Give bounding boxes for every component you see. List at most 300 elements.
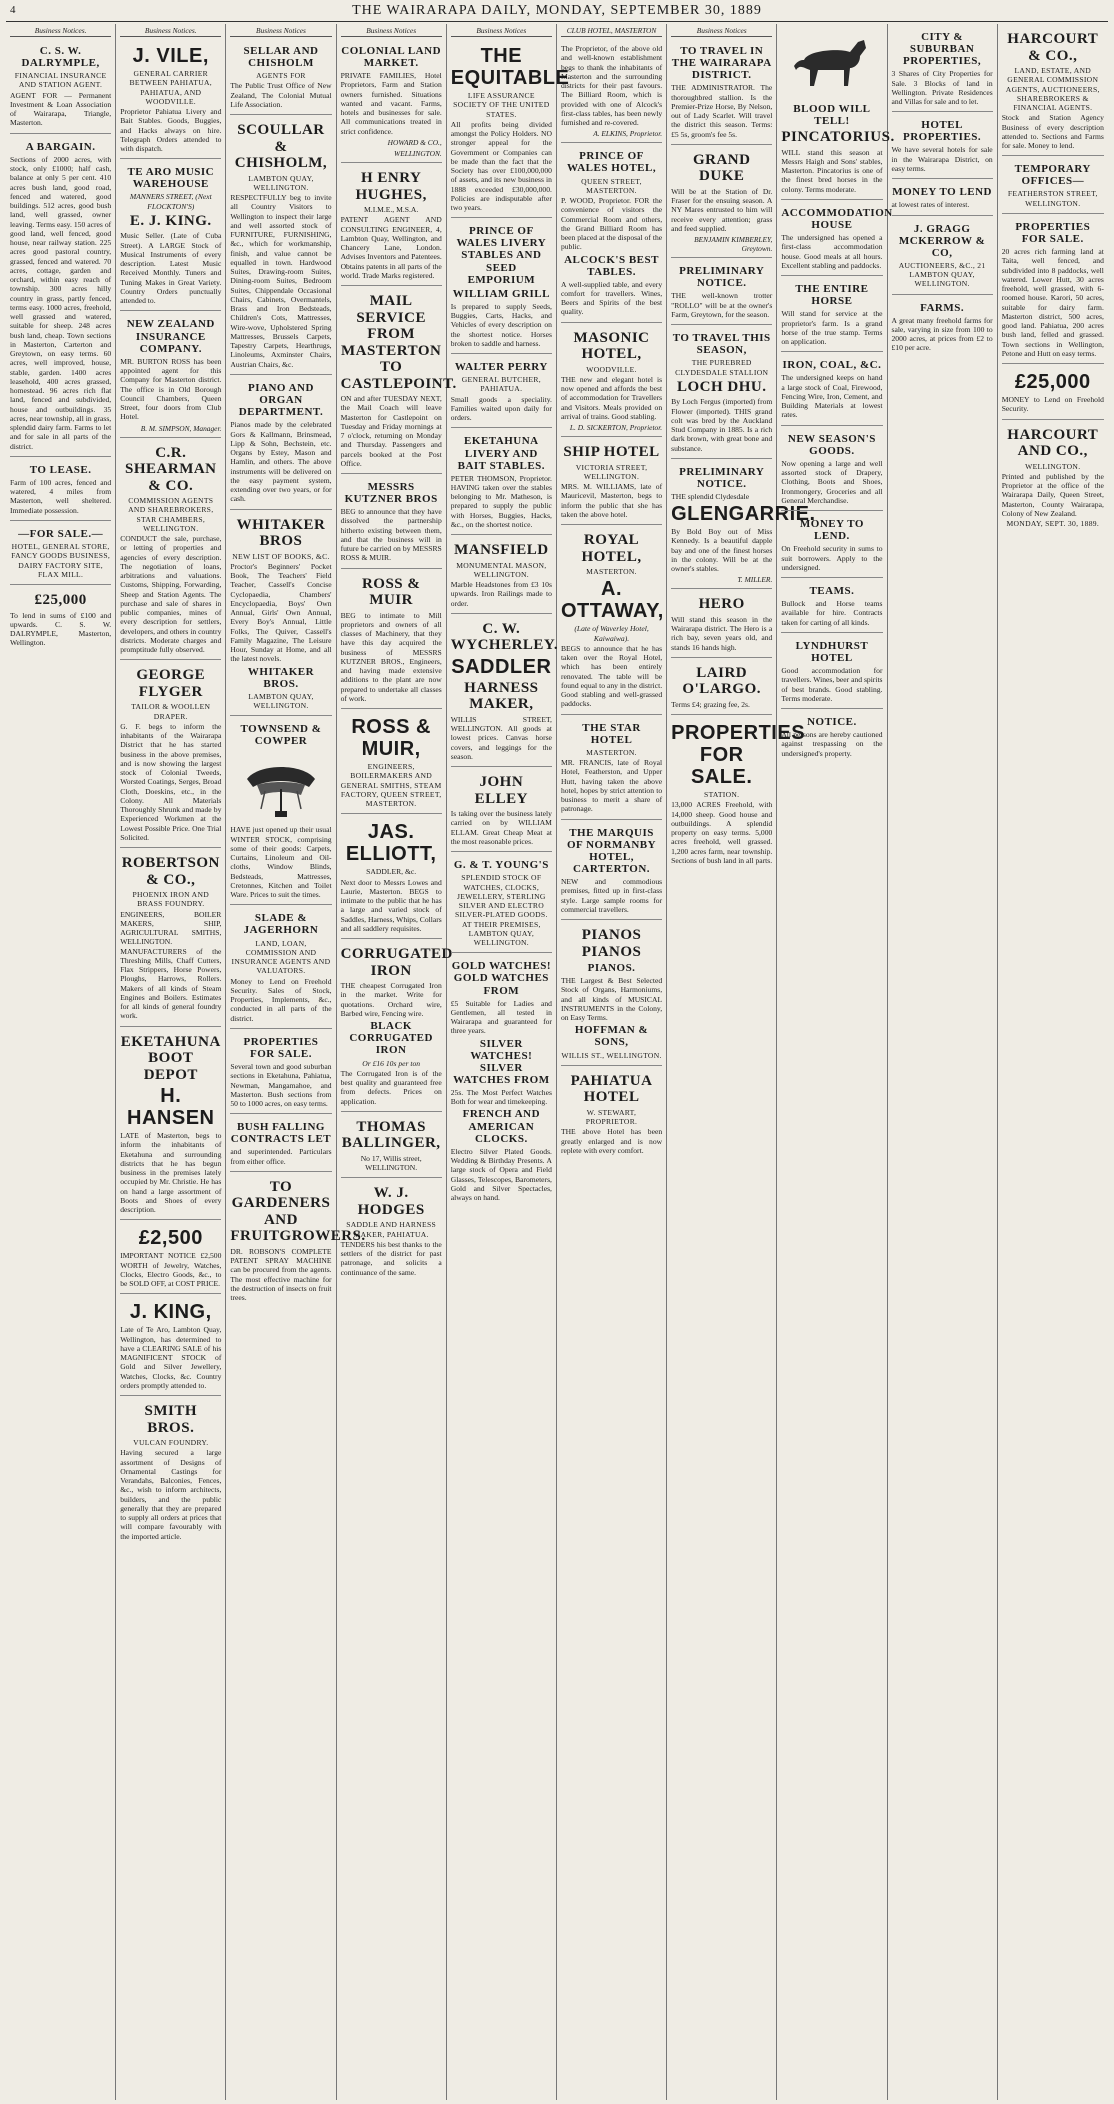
ad-signature: HOWARD & CO., [387,137,442,147]
ad-heading: SELLAR AND CHISHOLM [243,45,319,70]
ad-heading: NOTICE. [807,716,857,729]
ad-body: To lend in sums of £100 and upwards. C. S. W. DALRYMPLE, Masterton, Wellington. [10,610,112,648]
advertisement [120,1222,221,1294]
ad-body: BEGS to announce that he has taken over the Royal Hotel, which has been entirely renovated. The table will be found equal to any in the district. Good stabling and well-grassed paddocks. [560,643,663,709]
ad-heading: H ENRY HUGHES, [355,170,427,203]
ad-heading: J. VILE, [132,45,209,68]
ad-body: MONEY to Lend on Freehold Security. [1001,395,1104,414]
ad-body: All persons are hereby cautioned against trespassing on the undersigned's property. [781,730,883,758]
ad-heading: THE ENTIRE HORSE [795,283,869,308]
advertisement [781,428,882,511]
ad-body: PRIVATE FAMILIES, Hotel Proprietors, Farm and Station owners furnished. Situations wanted and vacant. Farms, hotels and businesses for sale. All communications treated in strict confidence. [340,71,442,136]
advertisement [230,907,331,1028]
advertisement [120,1398,221,1546]
advertisement [451,955,552,1207]
ad-body: CONDUCT the sale, purchase, or letting of properties and agencies of every description. The negotiation of loans, arbitrations and valuations. Customs, Shipping, Forwarding, Sheep and Station Agents. The purchase and sale of shares in public companies, mines of every description for settlers, developers, and others in country districts. Moderate charges and promptitude fully observed. [120,534,222,655]
ad-body: THE ADMINISTRATOR. The thoroughbred stallion. Is the Premier-Prize Horse, By Nelson, out of Lady Scarlet. Will travel the district this season. Terms: £5 5s, groom's fee 5s. [671,83,773,139]
ad-body: THE above Hotel has been greatly enlarged and is now replete with every comfort. [560,1127,663,1155]
advertisement [781,98,895,200]
advertisement [671,40,772,145]
ad-subheading: LAMBTON QUAY, WELLINGTON. [248,173,314,192]
ad-heading: LOCH DHU. [676,378,767,395]
ad-body: LATE of Masterton, begs to inform the inhabitants of Eketahuna and surrounding districts that he has begun business in the premises lately occupied by Mr. Christie. He has on hand a large assortment of Boots and Shoes of every description. [120,1131,222,1215]
ad-subheading: LAND, ESTATE, AND GENERAL COMMISSION AGENTS, AUCTIONEERS, SHAREBROKERS & FINANCIAL AGENTS. [1005,66,1100,112]
ad-subheading: SPLENDID STOCK OF WATCHES, CLOCKS, JEWELLERY, STERLING SILVER AND ELECTRO SILVER-PLATED GOODS. AT THEIR PREMISES, LAMBTON QUAY, WELLINGTON. [455,873,548,948]
advertisement [892,114,993,179]
ad-subheading: LAND, LOAN, COMMISSION AND INSURANCE AGENTS AND VALUATORS. [231,938,331,976]
ad-heading: WALTER PERRY [454,361,548,374]
ad-body: Is taking over the business lately carried on by WILLIAM ELLAM. Great Cheap Meat at the most reasonable prices. [450,809,552,846]
ad-heading: THE EQUITABLE [450,45,570,90]
ad-body: Money to Lend on Freehold Security. Sales of Stock, Properties, Implements, &c., conducted in all parts of the district. [230,976,332,1023]
ad-body: 25s. The Most Perfect Watches Both for wear and timekeeping. [450,1087,552,1107]
ad-heading: C. S. W. DALRYMPLE, [21,45,100,70]
ad-body: RESPECTFULLY beg to invite all Country Visitors to Wellington to inspect their large and well assorted stock of FURNITURE, FURNISHING, &c., which for workmanship, finish, and value cannot be equalled in town. Hardwood Suites, Drawing-room Suites, Dining-room Suites, Bedroom Suites, Chippendale Occasional Chairs, Cabinets, Overmantels, Brass and Iron Bedsteads, Children's Cots, Mattresses, Wire-wove, Upholstered Spring Mattresses, Brussels Carpets, Tapestry Carpets, Hearthrugs, Linoleums, Axminster Chairs, Austrian Chairs, &c. [230,193,332,369]
advertisement [1002,422,1104,534]
ad-subheading: FEATHERSTON STREET, WELLINGTON. [1007,189,1098,208]
section-heading: Business Notices [341,26,442,37]
ad-heading: MONEY TO LEND [892,186,992,199]
ad-body: Will be at the Station of Dr. Fraser for the ensuing season. A NY Mares entrusted to him will receive every attention; grass and feed supplied. [671,186,773,233]
ad-signature: A. ELKINS, Proprietor. [593,129,663,139]
ad-body: THE well-known trotter "ROLLO" will be at the owner's Farm, Greytown, for the season. [671,291,773,319]
ad-heading: GOLD WATCHES! GOLD WATCHES FROM [451,960,551,997]
column-grid [6,24,1108,2100]
ad-subheading: WILLIS ST., WELLINGTON. [561,1050,662,1060]
advertisement [451,537,552,614]
ad-heading: PRINCE OF WALES HOTEL, [566,150,657,175]
ad-signature: B. M. SIMPSON, Manager. [140,423,222,433]
ad-heading: FRENCH AND AMERICAN CLOCKS. [462,1108,541,1145]
advertisement [230,1174,366,1308]
ad-heading: ROBERTSON & CO., [121,855,220,888]
advertisement [120,662,221,848]
advertisement [10,523,111,585]
ad-heading: WILLIAM GRILL [452,287,550,300]
ad-body: 13,000 ACRES Freehold, with 14,000 sheep. Good house and outbuildings. A splendid property on easy terms. 5,000 acres freehold, well grassed. 1,200 acres farm, near township. Sections of bush land in all parts. [671,800,773,865]
advertisement [781,635,882,709]
ad-heading: SHIP HOTEL [563,444,660,461]
ad-heading: WHITAKER BROS. [247,665,315,690]
ad-body: Will stand for service at the proprietor's farm. Is a grand horse of the true stamp. Terms on application. [781,309,883,347]
ad-subheading: WOODVILLE. [586,364,637,374]
ad-body: PETER THOMSON, Proprietor. HAVING taken over the stables belonging to Mr. Matheson, is prepared to supply the public with Horses, Buggies, Hacks, &c., on the shortest notice. [450,473,552,529]
advertisement [120,313,221,437]
ad-heading: TO TRAVEL THIS SEASON, [672,332,771,357]
ad-subheading: NEW LIST OF BOOKS, &C. [232,551,330,561]
ad-heading: PINCATORIUS. [781,129,895,146]
advertisement [671,591,772,658]
ad-subheading: SADDLER, &c. [366,867,417,877]
ad-heading: IRON, COAL, &C. [782,359,882,372]
saddle-icon [239,751,323,821]
ad-body: Having secured a large assortment of Designs of Ornamental Castings for Verandahs, Balconies, Fences, &c., wish to inform architects, builders, and the public generally that they are prepared to supply all orders at prices that will compare favourably with the imported article. [120,1448,222,1541]
ad-heading: THOMAS BALLINGER, [341,1118,441,1152]
ad-signature: L. D. SICKERTON, Proprietor. [569,423,663,433]
imprint-date: MONDAY, SEPT. 30, 1889. [1006,519,1100,529]
ad-heading: MONEY TO LEND. [799,518,864,543]
ad-subheading: VICTORIA STREET, WELLINGTON. [575,462,648,481]
advertisement [561,922,662,1066]
ad-body: Several town and good suburban sections in Eketahuna, Pahiatua, Newman, Mangamahoe, and Masterton. Bush sections from 50 to 1000 acres, on easy terms. [230,1062,332,1108]
ad-heading: A. OTTAWAY, [560,578,664,623]
ad-heading: H. HANSEN [127,1085,215,1130]
advertisement [561,439,662,525]
ad-body: 3 Shares of City Properties for Sale. 3 Blocks of land in Wellington. Private Residences and Villas for sale and to let. [891,69,993,107]
advertisement [450,40,570,218]
ad-body: £5 Suitable for Ladies and Gentlemen, all tested in Wairarapa and guaranteed for three years. [450,998,552,1036]
advertisement [230,512,331,717]
advertisement [561,1068,662,1160]
column-6 [557,24,667,2100]
ad-heading: PAHIATUA HOTEL [570,1072,653,1106]
ad-body: Stock and Station Agency Business of every description attended to. Sections and Farms for sale. Money to lend. [1001,113,1104,150]
ad-body: WILL stand this season at Messrs Haigh and Sons' stables, Masterton. Pincatorius is one of the finest bred horses in the colony. Terms moderate. [781,147,883,194]
ad-subheading: STATION. [704,790,740,800]
ad-heading: PROPERTIES FOR SALE. [1015,220,1091,246]
advertisement [10,136,111,457]
ad-body: 20 acres rich farming land at Taita, well fenced, and subdivided into 8 paddocks, well watered. Lower Hutt, 30 acres freehold, well grassed, with 6-roomed house. Karori, 50 acres, suitable for dairy farm. Masterton district, 500 acres, good land. Pahiatua, 200 acres bush land, felled and grassed. Town sections in Wellington, Petone and Hutt on easy terms. [1001,247,1104,358]
ad-heading: ROSS & MUIR [361,575,421,609]
ad-body: WILLIS STREET, WELLINGTON. All goods at lowest prices. Canvas horse covers, and leggings for the season. [450,714,552,761]
ad-body: Is prepared to supply Seeds, Buggies, Carts, Hacks, and Vehicles of every description on the shortest notice. Horses broken to saddle and harness. [450,301,552,348]
advertisement [120,850,221,1027]
column-9 [888,24,998,2100]
advertisement [781,580,882,633]
ad-heading: SLADE & JAGERHORN [243,912,319,937]
ad-heading: PRELIMINARY NOTICE. [679,465,765,490]
ad-subheading: THE PUREBRED CLYDESDALE STALLION [675,358,769,377]
advertisement [671,327,772,459]
ad-heading: HARCOURT & CO., [1007,31,1099,64]
advertisement [230,1031,331,1114]
advertisement [120,1296,221,1396]
ad-heading: E. J. KING. [129,212,212,229]
ad-subheading: FINANCIAL INSURANCE AND STATION AGENT. [14,71,107,90]
ad-body: Proprietor Pahiatua Livery and Bait Stables. Goods, Buggies, and Hacks always on hire. Telegraph Orders attended to with dispatch. [120,107,222,154]
ad-body: All profits being divided amongst the Policy Holders. NO stronger appeal for the Government or Companies can be made than the fact that the Society has over £100,000,000 of assets, and its new business in 1888 exceeded £30,000,000. Policies are indisputable after two years. [450,119,552,213]
ad-subheading: AGENTS FOR [256,71,306,81]
ad-body: Next door to Messrs Lowes and Laurie, Masterton. BEGS to intimate to the public that he has a large and varied stock of Saddles, Harness, Whips, Collars and all saddlery requisites. [340,877,442,933]
ad-subheading: GENERAL BUTCHER, PAHIATUA. [461,375,541,394]
ad-heading: JAS. ELLIOTT, [345,821,437,866]
ad-subheading: MANNERS STREET, (Next FLOCKTON'S) [129,192,212,211]
ad-heading: LAIRD O'LARGO. [682,664,762,698]
advertisement [451,430,552,535]
advertisement [10,40,111,134]
ad-subheading: (Late of Waverley Hotel, Kaiwaiwa). [574,624,649,643]
advertisement [10,459,111,521]
ad-heading: PRELIMINARY NOTICE. [679,265,765,290]
ad-body: Pianos made by the celebrated Gors & Kallmann, Brinsmead, Lipp & Sohn, Bechstein, etc. Organs by Estey, Mason and Hamlin, and others. The above instruments will be delivered on the easy payment system, extending over two years, or for cash. [230,420,332,504]
section-heading: Business Notices [451,26,552,37]
ad-heading: GLENGARRIE. [671,503,816,526]
ad-heading: C. W. WYCHERLEY. [450,620,559,654]
ad-heading: PIANOS PIANOS [581,927,642,960]
ad-body: MRS. M. WILLIAMS, late of Mauricevil, Masterton, begs to inform the public that she has taken the above hotel. [560,482,663,519]
advertisement [230,377,331,510]
ad-heading: GRAND DUKE [692,151,751,185]
ad-heading: ROYAL HOTEL, [581,532,642,565]
ad-body: The undersigned has opened a first-class accommodation house. Good meals at all hours. Excellent stabling and paddocks. [781,233,883,270]
ad-subheading: No 17, Willis street, WELLINGTON. [360,1153,422,1172]
ad-body: ENGINEERS, BOILER MAKERS, SHIP, AGRICULTURAL SMITHS, WELLINGTON. MANUFACTURERS of the Threshing Mills, Chaff Cutters, Flax Strippers, Horse Powers, Ploughs, Harrows, Rollers. Makers of all kinds of Steam Engines and Boilers. Estimates for all kinds of general foundry work. [120,909,222,1021]
ad-body: A well-supplied table, and every comfort for travellers. Wines, Beers and Spirits of the best quality. [560,279,663,317]
ad-body: Will stand this season in the Wairarapa district. The Hero is a rich bay, seven years old, and stands 16 hands high. [671,614,773,652]
ad-heading: ALCOCK'S BEST TABLES. [564,253,659,278]
ad-heading: TO TRAVEL IN THE WAIRARAPA DISTRICT. [671,45,772,82]
ad-heading: SADDLER [451,655,552,678]
ad-subheading: W. STEWART, PROPRIETOR. [585,1107,638,1127]
section-heading: CLUB HOTEL, MASTERTON [561,26,662,37]
advertisement [451,769,552,852]
ad-heading: TOWNSEND & COWPER [240,723,322,748]
advertisement [892,181,993,215]
ad-heading: £25,000 [34,592,87,608]
ad-heading: JOHN ELLEY [474,774,529,807]
horse-icon [784,30,880,94]
ad-heading: HOFFMAN & SONS, [574,1024,649,1049]
ad-subheading: GENERAL CARRIER BETWEEN PAHIATUA, PAHIATUA, AND WOODVILLE. [129,69,212,106]
saddle-illustration [230,751,331,821]
column-7 [667,24,816,2100]
ad-heading: MANSFIELD [454,542,549,559]
ad-body: P. WOOD, Proprietor. FOR the convenience of visitors the Commercial Room and others, the Grand Billiard Room has been placed at the disposal of the public. [560,196,663,252]
horse-illustration [781,30,882,94]
page-number: 4 [10,4,16,16]
ad-body: ON and after TUESDAY NEXT, the Mail Coach will leave Masterton for Castlepoint on Tuesday and Friday mornings at 7 o'clock, returning on Monday and Thursday. Passengers and parcels booked at the Post Office. [340,394,442,468]
advertisement [671,260,772,325]
ad-signature: T. MILLER. [737,575,773,585]
advertisement [120,40,221,159]
advertisement [451,220,552,354]
ad-subheading: Or £16 10s per ton [362,1058,421,1068]
advertisement [341,1114,442,1179]
ad-heading: GEORGE FLYGER [136,667,206,700]
ad-heading: HARCOURT AND CO., [1007,426,1099,460]
advertisement [892,297,993,358]
ad-heading: EKETAHUNA LIVERY AND BAIT STABLES. [457,435,546,472]
ad-heading: THE MARQUIS OF NORMANBY HOTEL, CARTERTON. [566,826,657,875]
ad-body: Good accommodation for travellers. Wines, beer and spirits of best brands. Good stabling. Terms moderate. [781,666,883,703]
ad-body: Late of Te Aro, Lambton Quay, Wellington, has determined to have a CLEARING SALE of his MAGNIFICENT STOCK of Gold and Silver Jewellery, Watches, Clocks, &c. Country orders promptly attended to. [120,1325,222,1390]
advertisement [341,1180,442,1282]
ad-subheading: PHOENIX IRON AND BRASS FOUNDRY. [132,890,210,909]
advertisement [120,440,221,661]
ad-body: THE new and elegant hotel is now opened and affords the best of accommodation for Travellers and Visitors. Meals provided on arrival of trains. Good stabling. [560,374,663,421]
ad-body: and superintended. Particulars from either office. [230,1147,332,1166]
ad-heading: NEW SEASON'S GOODS. [787,432,876,457]
ad-subheading: SADDLE AND HARNESS MAKER, PAHIATUA. [346,1220,437,1239]
ad-subheading: M.I.M.E., M.S.A. [364,205,419,215]
ad-subheading: LAMBTON QUAY, WELLINGTON. [248,691,314,710]
ad-subheading: MONUMENTAL MASON, WELLINGTON. [456,560,547,579]
advertisement [781,202,893,276]
ad-body: NEW and commodious premises, fitted up in first-class style. Large sample rooms for commercial travellers. [560,877,663,914]
advertisement [451,356,552,428]
ad-heading: THE STAR HOTEL [582,721,641,746]
advertisement [341,816,442,939]
ad-body: Music Seller. (Late of Cuba Street). A LARGE Stock of Musical Instruments of every description. Latest Music Received Monthly. Tuners and Tuning Makes in Great Variety. Country Orders punctually attended to. [120,231,222,306]
advertisement [230,718,331,905]
ad-subheading: MASTERTON. [586,747,637,757]
ad-body: HAVE just opened up their usual WINTER STOCK, comprising some of their goods: Carpets, Curtains, Linoleum and Oil-cloths, Window Blinds, Bedsteads, Mattresses, Cretonnes, Kitchen and Toilet Ware. Prices to suit the times. [230,825,332,900]
ad-body: The Proprietor, of the above old and well-known establishment begs to thank the inhabitants of Masterton and the surrounding districts for their past favours. The Billiard Room, which is provided with one of Alcock's first-class tables, has been newly furnished and re-covered. [560,44,663,128]
ad-body: MR. BURTON ROSS has been appointed agent for this Company for Masterton district. The office is in Old Borough Council Chambers, Queen Street, four doors from Club Hotel. [120,356,222,422]
ad-heading: J. KING, [129,1301,212,1324]
ad-body: Terms £4; grazing fee, 2s. [671,699,750,709]
ad-subheading: ENGINEERS, BOILERMAKERS AND GENERAL SMITHS, STEAM FACTORY, QUEEN STREET, MASTERTON. [340,762,442,809]
ad-signature: WELLINGTON. [394,149,442,158]
advertisement [451,854,552,953]
ad-subheading: QUEEN STREET, MASTERTON. [581,176,642,195]
advertisement [671,660,772,715]
advertisement [341,40,442,163]
newspaper-title: THE WAIRARAPA DAILY, MONDAY, SEPTEMBER 30, 1889 [352,2,762,18]
section-heading: Business Notices. [120,26,221,37]
ad-heading: TE ARO MUSIC WAREHOUSE [127,166,215,191]
ad-body: The Public Trust Office of New Zealand, The Colonial Mutual Life Association. [230,81,332,109]
ad-heading: HOTEL PROPERTIES. [903,119,982,144]
ad-heading: BLOOD WILL TELL! [793,103,871,128]
ad-heading: TEMPORARY OFFICES— [1014,163,1091,188]
ad-body: THE splendid Clydesdale [671,491,750,501]
ad-body: The Corrugated Iron is of the best quality and guaranteed free from defects. Prices on application. [340,1068,442,1106]
advertisement [341,571,442,710]
advertisement [341,711,442,814]
advertisement [892,26,993,112]
ad-heading: LYNDHURST HOTEL [795,639,869,664]
advertisement [561,145,662,322]
advertisement [781,711,882,763]
column-1 [6,24,116,2100]
ad-body: DR. ROBSON'S COMPLETE PATENT SPRAY MACHINE can be procured from the agents. The most effective machine for the destruction of insects on fruit trees. [230,1246,332,1303]
ad-heading: WHITAKER BROS [236,516,326,549]
ad-body: IMPORTANT NOTICE £2,500 WORTH of Jewelry, Watches, Clocks, Electro Goods, &c., to be SOLD OFF, at COST PRICE. [120,1251,222,1289]
advertisement [230,117,331,375]
ad-heading: CORRUGATED IRON [340,946,453,979]
ad-body: Printed and published by the Proprietor at the office of the Wairarapa Daily, Queen Street, Masterton, County Wairarapa, Colony of New Zealand. [1001,471,1104,518]
ad-body: PATENT AGENT AND CONSULTING ENGINEER, 4, Lambton Quay, Wellington, and Chancery Lane, London. Advises Inventors and Patentees. Obtains patents in all parts of the world. Trade Marks registered. [340,215,442,280]
advertisement [781,278,882,352]
advertisement [230,40,331,115]
advertisement [561,527,662,715]
section-heading: Business Notices. [10,26,111,37]
section-heading: Business Notices [671,26,772,37]
ad-heading: MAIL SERVICE FROM MASTERTON TO CASTLEPOINT. [340,293,457,392]
ad-heading: BLACK CORRUGATED IRON [349,1020,433,1057]
ad-heading: C.R. SHEARMAN & CO. [125,444,217,494]
ad-subheading: VULCAN FOUNDRY. [133,1438,209,1448]
ad-body: BEG to announce that they have dissolved the partnership hitherto existing between them, and that the business will in future be carried on by MESSRS ROSS & MUIR. [340,507,442,563]
column-5 [447,24,570,2100]
ad-heading: ROSS & MUIR, [351,716,431,761]
ad-body: MR. FRANCIS, late of Royal Hotel, Featherston, and Upper Hutt, having taken the above hotel, hopes by strict attention to business to merit a share of patronage. [560,758,663,814]
advertisement [120,1029,221,1221]
ad-body: The undersigned keeps on hand a large stock of Coal, Firewood, Fencing Wire, Iron, Cement, and Building Materials at lowest rates. [781,373,883,420]
ad-body: Proctor's Beginners' Pocket Book, The Teachers' Field Teacher, Cassell's Concise Cyclopaedia, Chambers' Encyclopaedia, Boys' Own Annual, Girls' Own Annual, Every Boy's Annual, Little Folks, The Quiver, Cassell's Family Magazine, The Leisure Hour, Sunday at Home, and all the latest novels. [230,561,332,664]
ad-heading: PIANOS. [587,962,636,975]
ad-heading: HERO [698,596,745,613]
advertisement [230,1116,331,1172]
ad-heading: MASONIC HOTEL, [573,329,650,363]
ad-heading: £2,500 [138,1227,203,1250]
ad-body: TENDERS his best thanks to the settlers of the district for past patronage, and solicits a continuance of the same. [340,1239,442,1277]
advertisement [340,288,457,474]
ad-body: We have several hotels for sale in the Wairarapa District, on easy terms. [891,145,993,173]
ad-subheading: WELLINGTON. [1025,461,1081,471]
ad-heading: PROPERTIES FOR SALE. [243,1035,319,1060]
ad-heading: NEW ZEALAND INSURANCE COMPANY. [126,318,215,355]
column-10 [998,24,1108,2100]
ad-heading: SILVER WATCHES! SILVER WATCHES FROM [453,1037,550,1086]
ad-heading: G. & T. YOUNG'S [453,859,549,872]
ad-heading: ACCOMMODATION HOUSE [781,206,893,232]
advertisement [671,147,772,258]
ad-heading: PRINCE OF WALES LIVERY STABLES AND SEED EMPORIUM [456,225,547,286]
ad-body: Small goods a speciality. Families waited upon daily for orders. [450,394,552,423]
ad-subheading: MASTERTON. [586,567,637,577]
ad-body: BEG to intimate to Mill proprietors and owners of all classes of Machinery, that they have this day acquired the business of MESSRS KUTZNER BROS., Engineers, and having made extensive additions to the plant are now prepared to undertake all classes of work. [340,610,442,703]
advertisement [10,587,111,653]
ad-body: Electro Silver Plated Goods. Wedding & Birthday Presents. A large stock of Opera and Field Glasses, Telescopes, Barometers, Gold and Silver Spectacles, always on hand. [450,1146,552,1202]
advertisement [340,941,453,1112]
advertisement [561,40,662,143]
column-8 [777,24,895,2100]
ad-heading: W. J. HODGES [357,1185,425,1218]
ad-heading: COLONIAL LAND MARKET. [341,45,442,70]
ad-heading: HARNESS MAKER, [464,679,539,713]
ad-heading: J. GRAGG MCKERROW & CO, [898,222,986,259]
ad-heading: FARMS. [920,301,965,314]
advertisement [892,218,993,295]
ad-body: at lowest rates of interest. [891,200,970,210]
ad-body: A great many freehold farms for sale, varying in size from 100 to 2000 acres, at prices from £2 to £10 per acre. [891,315,993,353]
advertisement [561,325,662,438]
ad-body: THE Largest & Best Selected Stock of Organs, Harmoniums, and all kinds of MUSICAL INSTRUMENTS in the Colony, on Easy Terms. [560,976,663,1023]
ad-heading: PIANO AND ORGAN DEPARTMENT. [238,381,324,419]
ad-heading: SCOULLAR & CHISHOLM, [234,122,328,172]
ad-heading: CITY & SUBURBAN PROPERTIES, [903,31,982,68]
column-3 [226,24,366,2100]
ad-heading: TO GARDENERS AND FRUITGROWERS. [230,1178,366,1245]
ad-heading: EKETAHUNA BOOT DEPOT [120,1033,221,1083]
advertisement [1002,158,1104,214]
ad-subheading: LIFE ASSURANCE SOCIETY OF THE UNITED STATES. [453,91,550,119]
advertisement [341,165,442,286]
ad-heading: £25,000 [1014,371,1091,394]
ad-heading: SMITH BROS. [144,1403,198,1436]
ad-body: HOTEL, GENERAL STORE, FANCY GOODS BUSINESS, DAIRY FACTORY SITE, FLAX MILL. [11,542,111,579]
advertisement [781,513,882,578]
ad-heading: TEAMS. [809,585,855,598]
ad-signature: BENJAMIN KIMBERLEY, Greytown. [694,235,773,254]
ad-body: G. F. begs to inform the inhabitants of the Wairarapa District that he has started business in the above premises, and is now showing the largest stock of Colonial Tweeds, Worsted Coatings, Serges, Broad Cloth, Doeskins, etc., in the Colony. All Materials Thoroughly Shrunk and made by Experienced Workmen at the Lowest Possible Price. One Trial Solicited. [120,721,222,842]
section-heading: Business Notices [230,26,331,37]
column-2 [116,24,226,2100]
ad-body: Sections of 2000 acres, with stock, only £1000; half cash, balance at only 5 per cent. 410 acres bush land, good road, fenced and watered, good buildings. 512 acres, good bush land, well grassed, owner leaving. Terms easy. 150 acres of good land, well fenced, good house, near railway station. 225 acres good pastoral country, grassed, fenced and watered. 70 acres, cottage, garden and orchard, within easy reach of township. 300 acres hilly country in grass, partly fenced, terms easy. 1000 acres, freehold, well grassed and watered, suitable for sheep. 248 acres bush land, cheap. Town sections in Masterton, Carterton and Greytown, on easy terms. 60 acres, well improved, house, stable, garden. 1400 acres leasehold, 400 acres grassed, homestead. 96 acres rich flat land, fenced and subdivided, house and outbuildings. 35 acres, near township, all in grass, splendid dairy farm. Farms to let and for sale in all parts of the district. [10,154,112,451]
advertisement [450,616,559,767]
advertisement [120,161,221,311]
advertisement [1002,216,1104,364]
ad-heading: A BARGAIN. [25,140,96,153]
ad-heading: PROPERTIES FOR SALE. [671,722,806,789]
ad-body: By Loch Fergus (imported) from Flower (imported). THIS grand colt was bred by the Auckland Stud Company in 1885. Is a rich dark brown, with great bone and substance. [671,397,773,453]
ad-body: AGENT FOR — Permanent Investment & Loan Association of Wairarapa, Triangle, Masterton. [10,90,112,128]
column-4 [337,24,457,2100]
ad-heading: MESSRS KUTZNER BROS [344,481,438,506]
newspaper-page [6,0,1108,2104]
